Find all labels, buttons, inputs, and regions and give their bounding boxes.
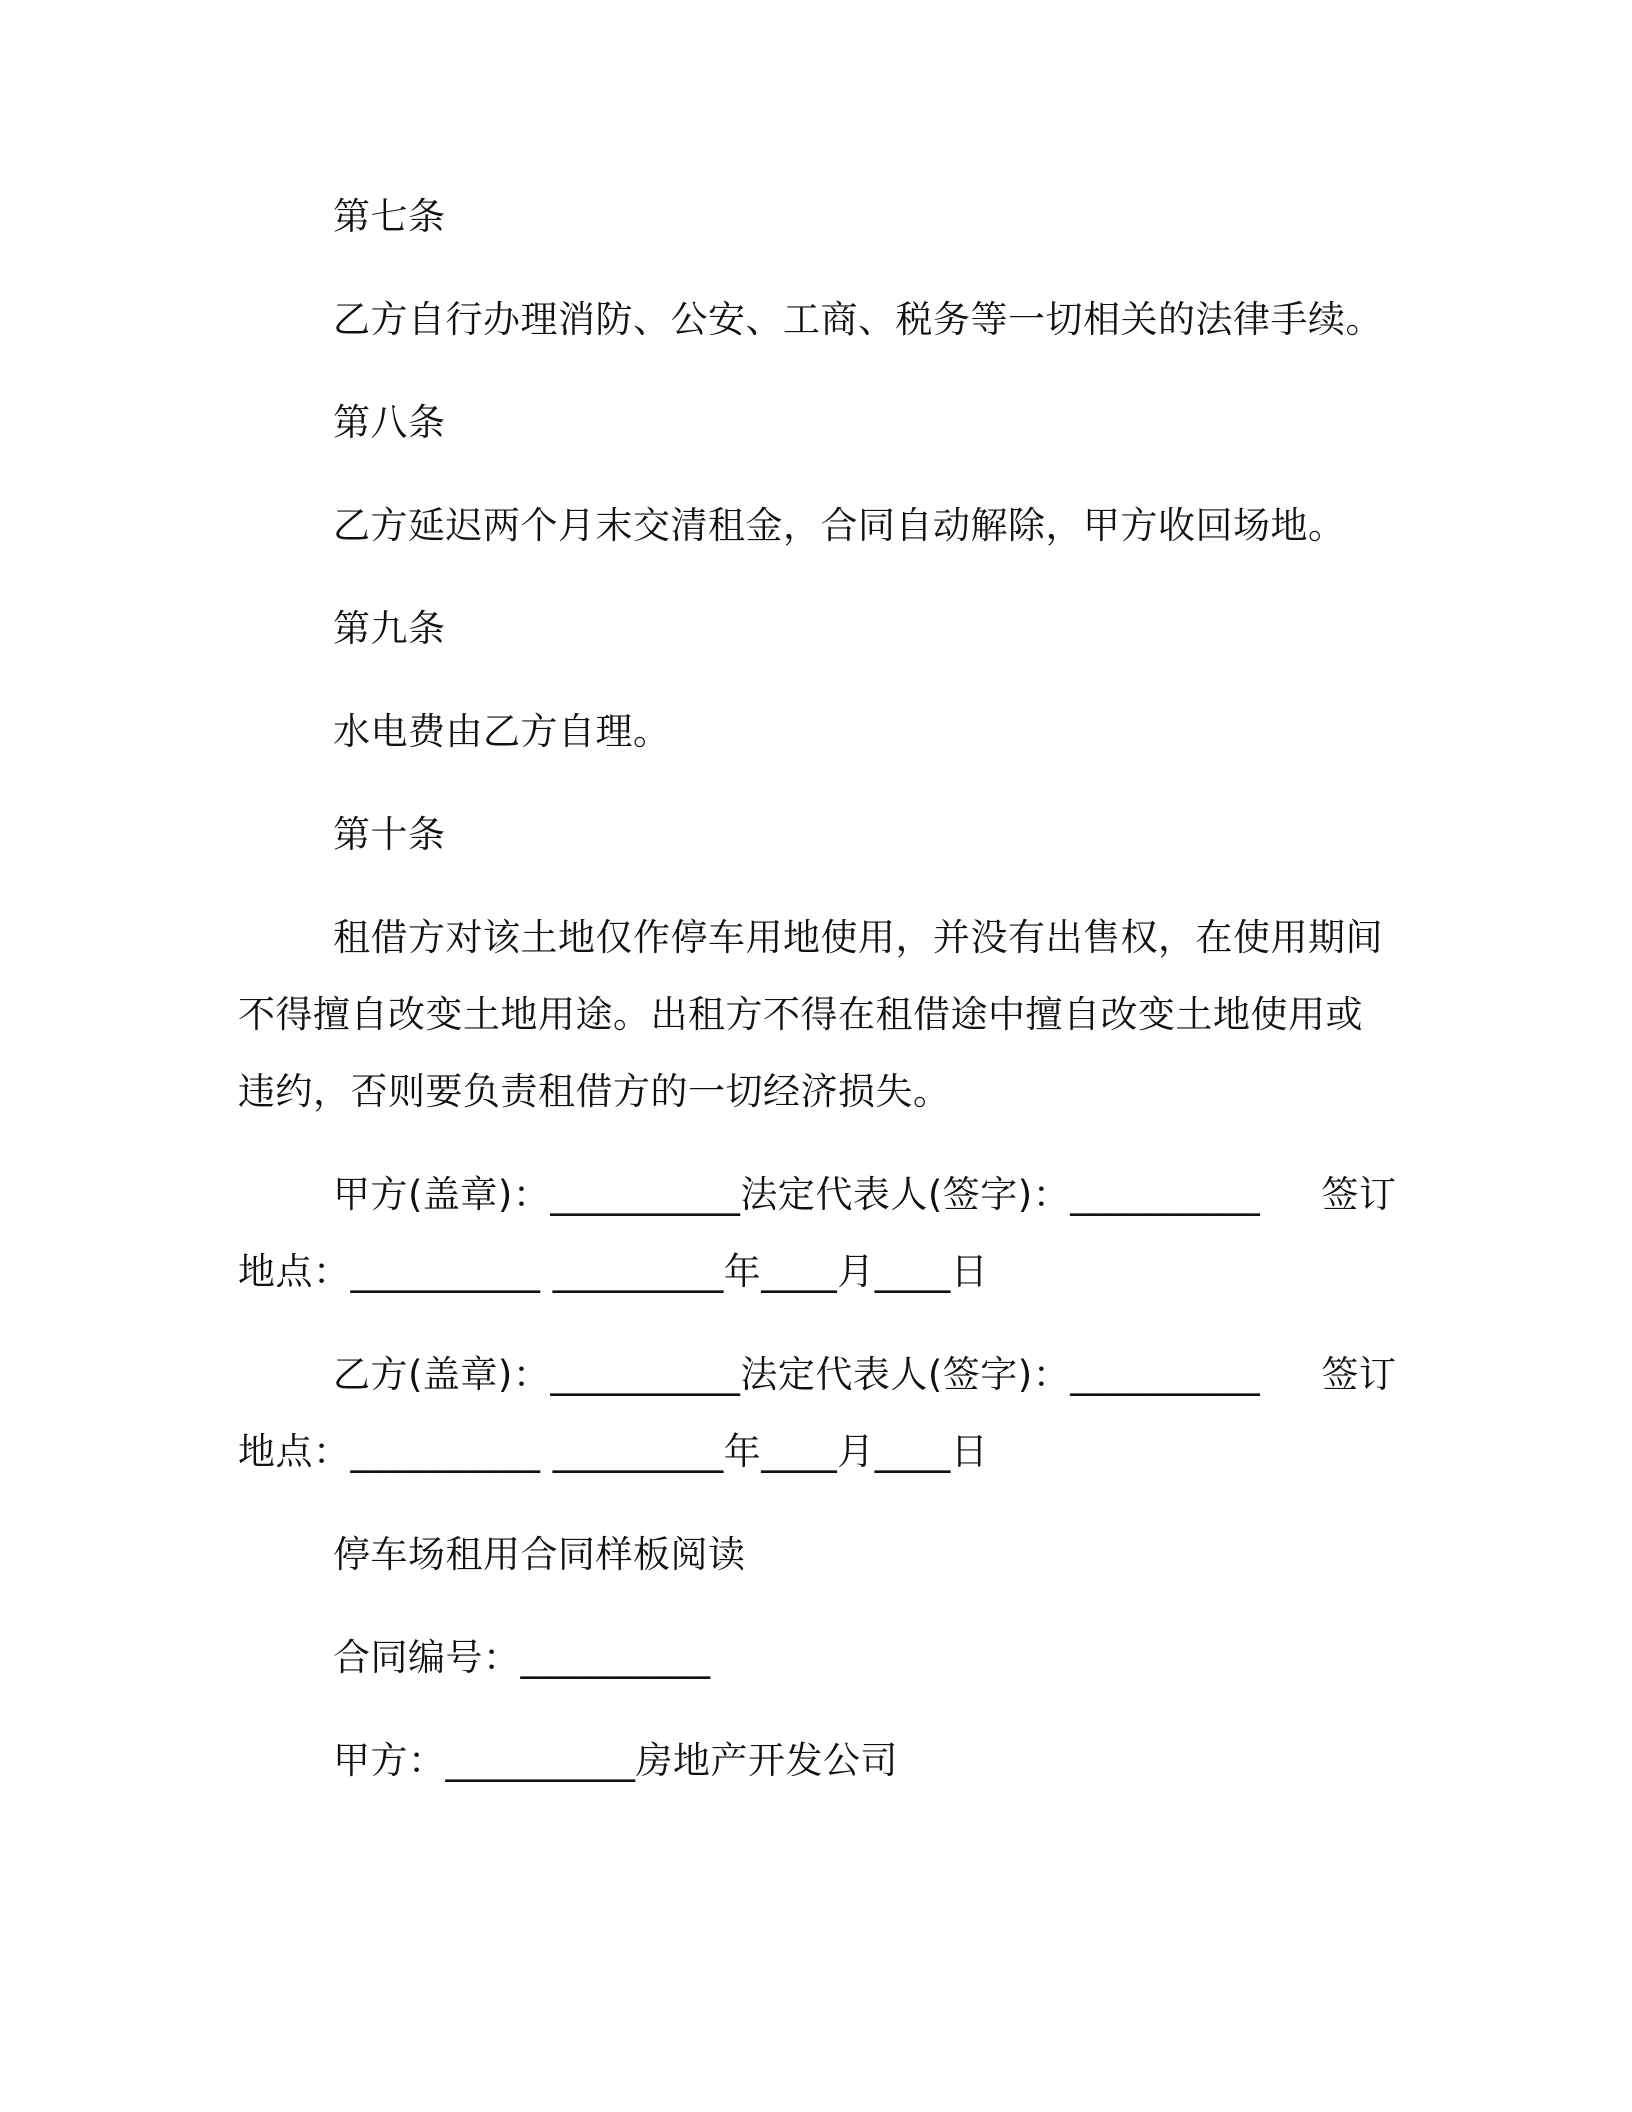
contract-number-line: 合同编号：__________ bbox=[333, 1636, 711, 1679]
article-9-text: 水电费由乙方自理。 bbox=[333, 710, 671, 753]
party-a-signature-line-1: 甲方(盖章)：__________法定代表人(签字)：__________ 签订 bbox=[333, 1173, 1397, 1216]
article-10-line-2: 不得擅自改变土地用途。出租方不得在租借途中擅自改变土地使用或 bbox=[238, 993, 1363, 1036]
party-b-signature-line-2: 地点：__________ _________年____月____日 bbox=[238, 1430, 989, 1473]
article-9-heading: 第九条 bbox=[333, 607, 446, 650]
party-a-company-line: 甲方：__________房地产开发公司 bbox=[333, 1739, 898, 1782]
article-7-text: 乙方自行办理消防、公安、工商、税务等一切相关的法律手续。 bbox=[333, 298, 1383, 341]
article-7-heading: 第七条 bbox=[333, 195, 446, 238]
article-10-line-3: 违约，否则要负责租借方的一切经济损失。 bbox=[238, 1070, 951, 1113]
article-8-heading: 第八条 bbox=[333, 401, 446, 444]
sample-contract-title: 停车场租用合同样板阅读 bbox=[333, 1533, 746, 1576]
article-10-line-1: 租借方对该土地仅作停车用地使用，并没有出售权，在使用期间 bbox=[333, 916, 1383, 959]
article-8-text: 乙方延迟两个月末交清租金，合同自动解除，甲方收回场地。 bbox=[333, 504, 1346, 547]
article-10-heading: 第十条 bbox=[333, 813, 446, 856]
party-a-signature-line-2: 地点：__________ _________年____月____日 bbox=[238, 1250, 989, 1293]
party-b-signature-line-1: 乙方(盖章)：__________法定代表人(签字)：__________ 签订 bbox=[333, 1353, 1397, 1396]
